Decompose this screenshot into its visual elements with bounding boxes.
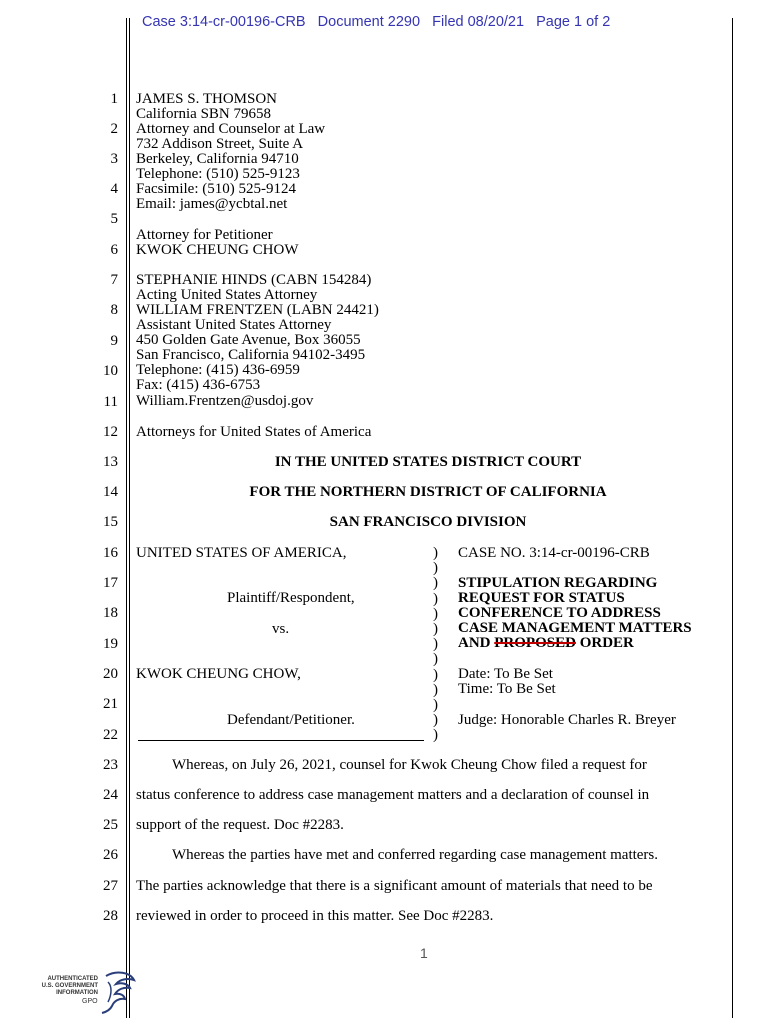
line-number: 1 (110, 91, 118, 107)
eagle-icon (98, 970, 138, 1015)
title-and: AND (458, 635, 495, 651)
gpo-label: GPO (82, 998, 98, 1005)
document-title (458, 576, 692, 651)
counsel-sbn: California SBN 79658 (136, 106, 271, 122)
line-number: 17 (103, 575, 118, 591)
body-paragraph-1-line-2: status conference to address case management matters and a declaration of counsel in (136, 787, 650, 803)
line-number: 19 (103, 636, 118, 652)
gpo-authentication-seal (40, 970, 135, 1015)
line-number: 5 (110, 211, 118, 227)
caption-defendant: KWOK CHEUNG CHOW, (136, 666, 301, 682)
right-margin-rule (732, 18, 733, 1018)
petitioner-counsel-block (136, 92, 325, 212)
body-paragraph-1-line-1: Whereas, on July 26, 2021, counsel for Kwok Cheung Chow filed a request for (172, 757, 647, 773)
line-number: 26 (103, 847, 118, 863)
title-line: CONFERENCE TO ADDRESS (458, 605, 661, 621)
gov-counsel-line: San Francisco, California 94102-3495 (136, 347, 366, 363)
line-number: 12 (103, 424, 118, 440)
counsel-name: JAMES S. THOMSON (136, 91, 278, 107)
case-number: CASE NO. 3:14-cr-00196-CRB (458, 545, 650, 561)
line-number: 22 (103, 727, 118, 743)
line-number: 11 (103, 394, 118, 410)
hearing-time: Time: To Be Set (458, 681, 556, 697)
gpo-text-line: AUTHENTICATED (47, 976, 98, 982)
gov-counsel-line: Telephone: (415) 436-6959 (136, 362, 300, 378)
line-number: 14 (103, 484, 118, 500)
line-number: 13 (103, 454, 118, 470)
counsel-city: Berkeley, California 94710 (136, 151, 299, 167)
line-number: 3 (110, 151, 118, 167)
left-margin-rule-1 (126, 18, 127, 1018)
body-paragraph-1-line-3: support of the request. Doc #2283. (136, 817, 344, 833)
petitioner-role-block (136, 228, 298, 258)
gov-counsel-line: Fax: (415) 436-6753 (136, 377, 261, 393)
gpo-text-line: INFORMATION (56, 990, 98, 996)
counsel-telephone: Telephone: (510) 525-9123 (136, 166, 300, 182)
gov-counsel-line: STEPHANIE HINDS (CABN 154284) (136, 272, 372, 288)
line-number: 7 (110, 272, 118, 288)
counsel-role: Attorney for Petitioner (136, 227, 273, 243)
line-number: 18 (103, 605, 118, 621)
line-number: 27 (103, 878, 118, 894)
caption-defendant-role: Defendant/Petitioner. (227, 712, 355, 728)
gov-counsel-email: William.Frentzen@usdoj.gov (136, 393, 314, 409)
left-margin-rule-2 (129, 18, 130, 1018)
title-line: CASE MANAGEMENT MATTERS (458, 620, 692, 636)
line-number: 24 (103, 787, 118, 803)
line-number: 8 (110, 302, 118, 318)
title-last-line (458, 636, 692, 651)
court-name: IN THE UNITED STATES DISTRICT COURT (274, 454, 582, 470)
caption-underline (138, 740, 424, 741)
title-line: STIPULATION REGARDING (458, 575, 658, 591)
line-number: 4 (110, 181, 118, 197)
line-number: 10 (103, 363, 118, 379)
gov-counsel-line: Acting United States Attorney (136, 287, 318, 303)
counsel-street: 732 Addison Street, Suite A (136, 136, 304, 152)
counsel-email: Email: james@ycbtal.net (136, 196, 288, 212)
case-header-stamp: Case 3:14-cr-00196-CRB Document 2290 Filed 08/20/21 Page 1 of 2 (142, 14, 611, 30)
line-number: 20 (103, 666, 118, 682)
body-paragraph-2-line-1: Whereas the parties have met and conferred regarding case management matters. (172, 847, 659, 863)
line-number: 16 (103, 545, 118, 561)
line-number: 28 (103, 908, 118, 924)
gpo-text-line: U.S. GOVERNMENT (41, 983, 98, 989)
title-line: REQUEST FOR STATUS (458, 590, 625, 606)
gov-counsel-line: Assistant United States Attorney (136, 317, 332, 333)
court-division: SAN FRANCISCO DIVISION (329, 514, 527, 530)
caption-plaintiff-role: Plaintiff/Respondent, (227, 590, 355, 606)
gov-counsel-line: WILLIAM FRENTZEN (LABN 24421) (136, 302, 379, 318)
judge: Judge: Honorable Charles R. Breyer (458, 712, 676, 728)
body-paragraph-2-line-2: The parties acknowledge that there is a significant amount of materials that need to be (136, 878, 653, 894)
line-number: 2 (110, 121, 118, 137)
government-counsel-block (136, 273, 379, 409)
caption-versus: vs. (272, 621, 290, 637)
page-number: 1 (420, 945, 428, 961)
line-number: 6 (110, 242, 118, 258)
line-number: 25 (103, 817, 118, 833)
gov-counsel-line: 450 Golden Gate Avenue, Box 36055 (136, 332, 361, 348)
title-struck-word: PROPOSED (494, 635, 576, 651)
government-role: Attorneys for United States of America (136, 424, 372, 440)
caption-parentheses: ) ) ) ) ) ) ) ) ) ) ) ) ) (433, 545, 438, 744)
line-number: 15 (103, 514, 118, 530)
body-paragraph-2-line-3: reviewed in order to proceed in this matter. See Doc #2283. (136, 908, 494, 924)
title-order: ORDER (575, 635, 634, 651)
counsel-title: Attorney and Counselor at Law (136, 121, 326, 137)
line-number: 23 (103, 757, 118, 773)
court-district: FOR THE NORTHERN DISTRICT OF CALIFORNIA (249, 484, 607, 500)
caption-plaintiff: UNITED STATES OF AMERICA, (136, 545, 347, 561)
line-number: 9 (110, 333, 118, 349)
counsel-facsimile: Facsimile: (510) 525-9124 (136, 181, 296, 197)
hearing-date: Date: To Be Set (458, 666, 553, 682)
line-number: 21 (103, 696, 118, 712)
counsel-client: KWOK CHEUNG CHOW (136, 242, 299, 258)
